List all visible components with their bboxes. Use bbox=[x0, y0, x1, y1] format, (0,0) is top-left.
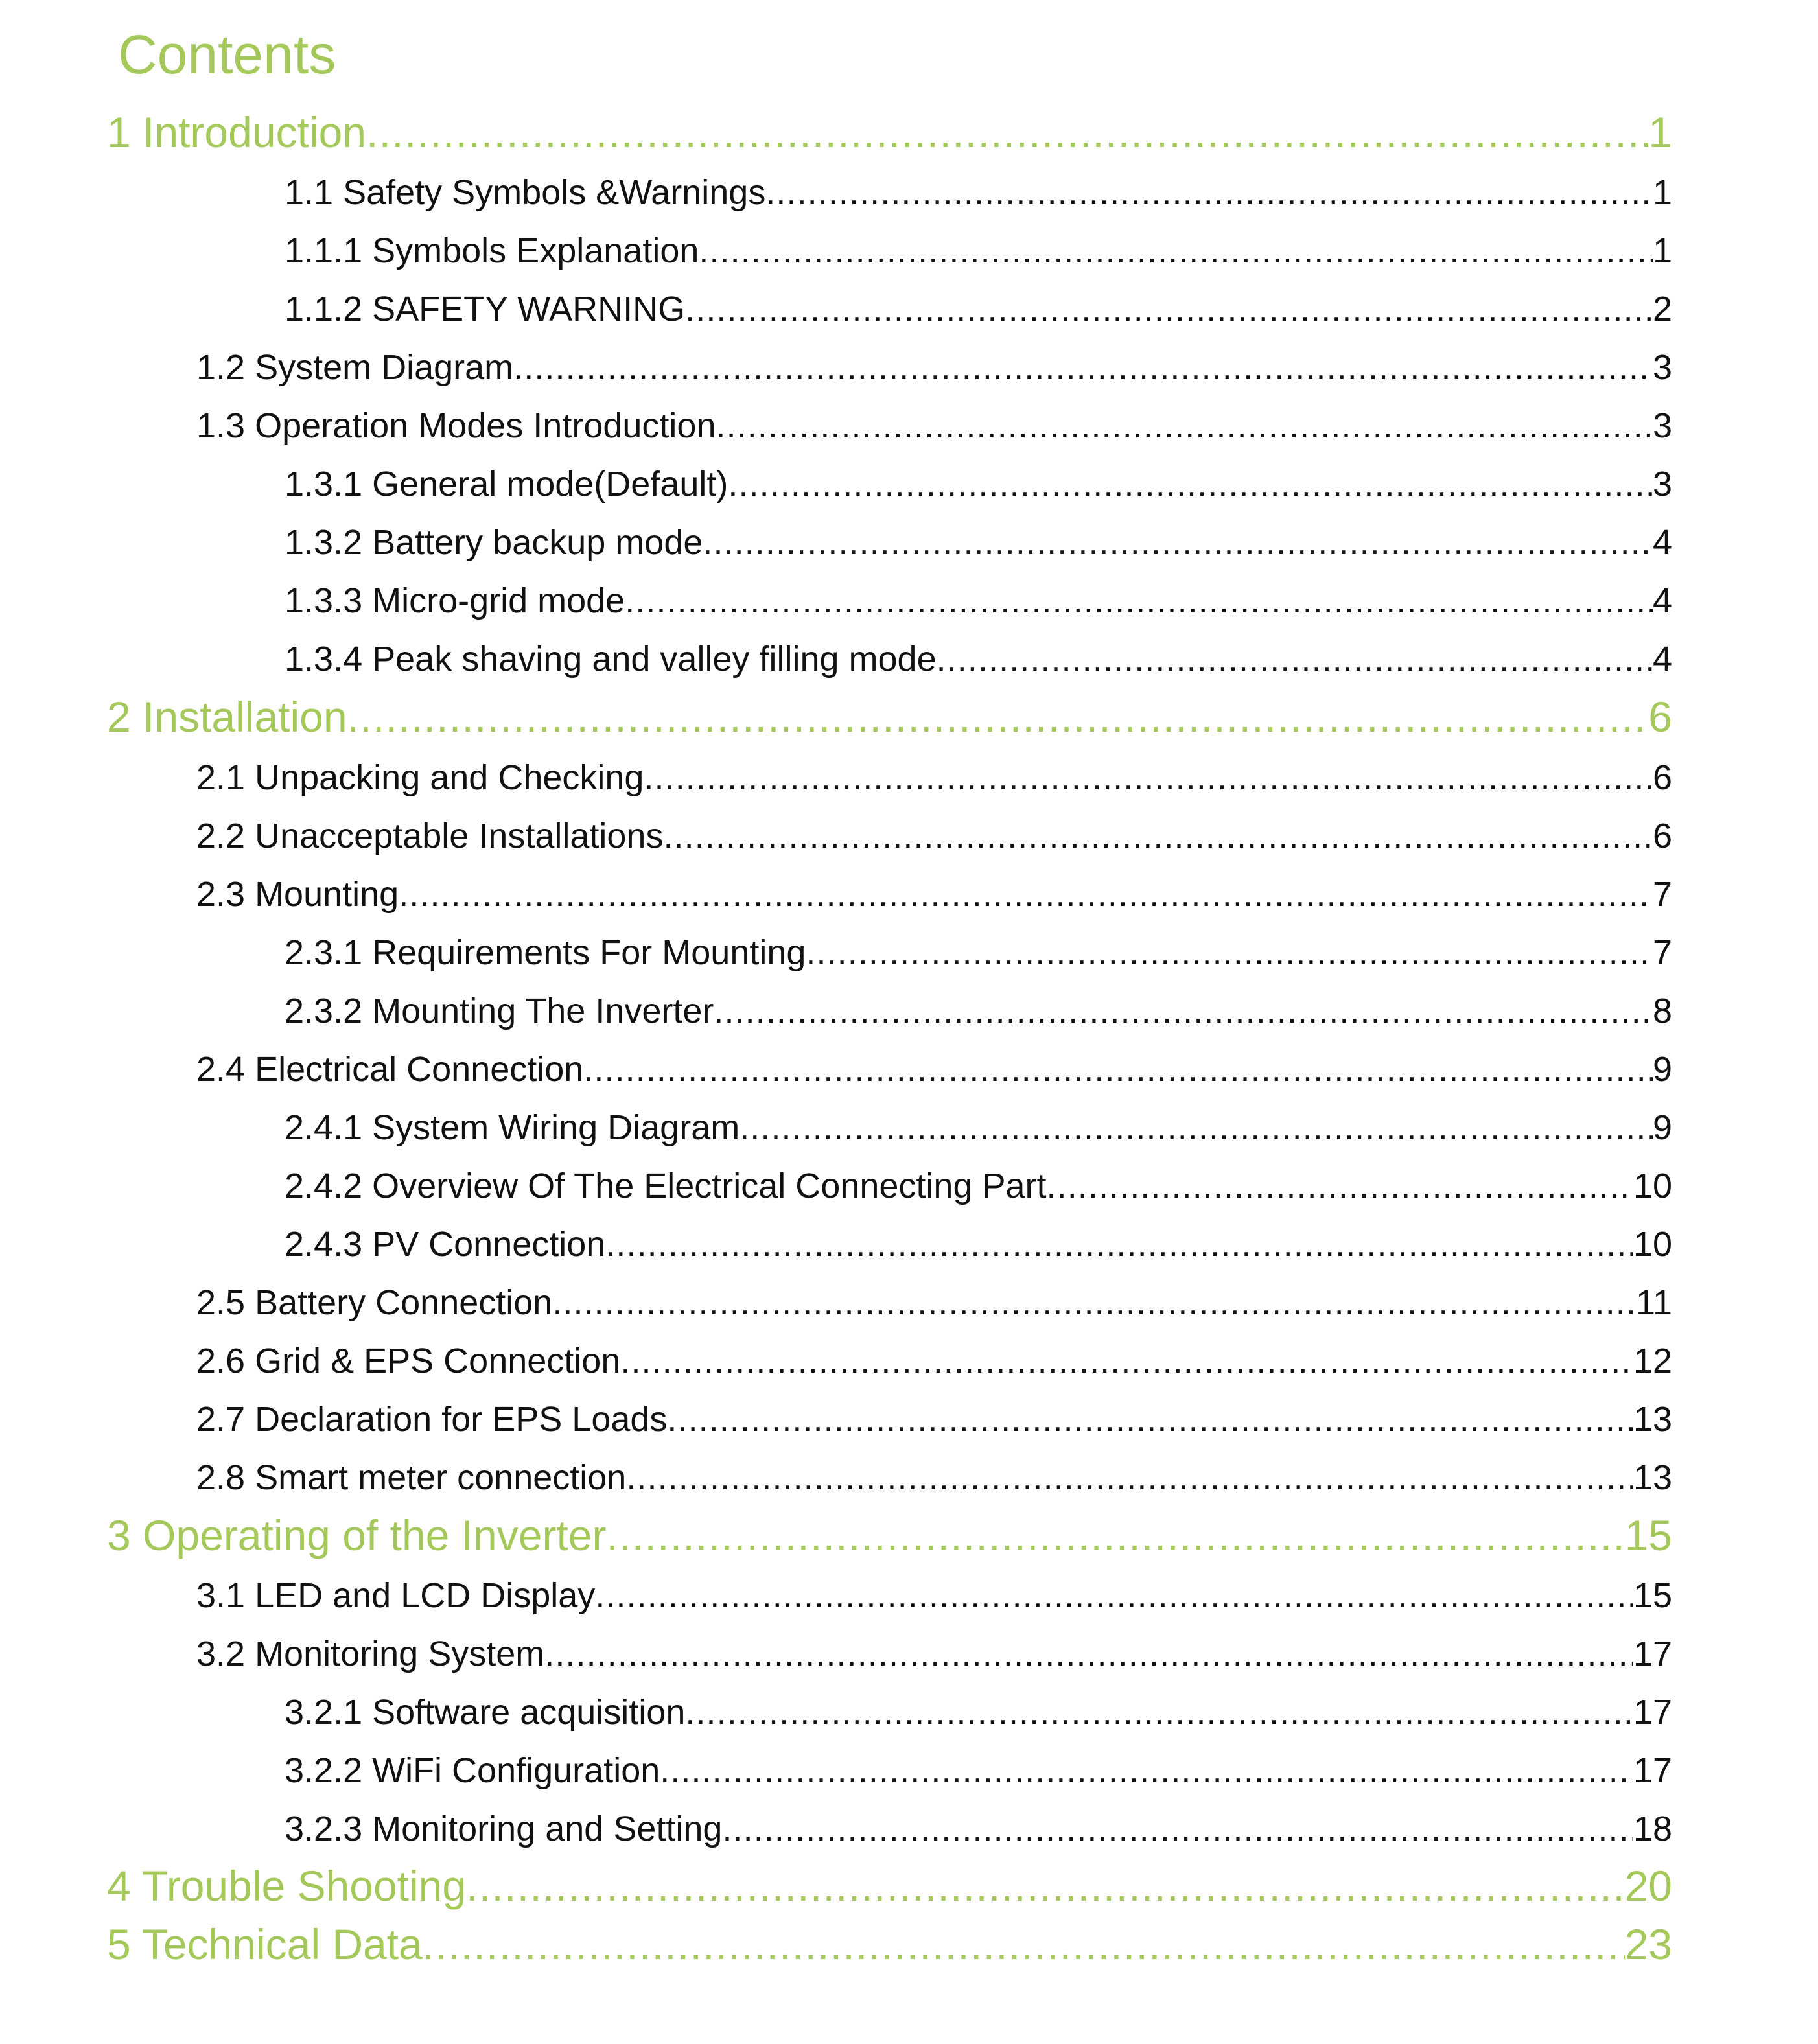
toc-leader bbox=[423, 1917, 1625, 1971]
toc-entry-label: 1 Introduction bbox=[107, 108, 366, 156]
toc-entry-label: 2.8 Smart meter connection bbox=[196, 1458, 627, 1497]
toc-entry-page: 17 bbox=[1633, 1634, 1672, 1673]
toc-entry-page: 1 bbox=[1652, 173, 1672, 212]
toc-entry-page: 11 bbox=[1635, 1283, 1672, 1322]
toc-entry[interactable] bbox=[285, 228, 1672, 273]
toc-entry-page: 6 bbox=[1652, 758, 1672, 797]
toc-entry-page: 8 bbox=[1652, 992, 1672, 1030]
toc-leader bbox=[466, 1859, 1625, 1913]
toc-entry-page: 4 bbox=[1652, 640, 1672, 679]
toc-entry-page: 3 bbox=[1652, 406, 1672, 445]
toc-entry[interactable] bbox=[196, 1573, 1672, 1618]
toc-entry[interactable] bbox=[285, 1222, 1672, 1267]
toc-entry[interactable] bbox=[196, 1631, 1672, 1677]
toc-entry-label: 2.6 Grid & EPS Connection bbox=[196, 1341, 621, 1380]
toc-leader bbox=[544, 1631, 1633, 1677]
toc-leader bbox=[703, 520, 1653, 565]
toc-entry[interactable] bbox=[285, 286, 1672, 332]
toc-leader bbox=[740, 1105, 1653, 1150]
toc-entry[interactable] bbox=[107, 105, 1672, 159]
toc-entry-label: 3.1 LED and LCD Display bbox=[196, 1576, 596, 1615]
toc-leader bbox=[399, 872, 1653, 917]
toc-entry[interactable] bbox=[285, 578, 1672, 623]
toc-entry[interactable] bbox=[196, 755, 1672, 800]
toc-leader bbox=[513, 345, 1653, 390]
toc-entry-page: 3 bbox=[1652, 348, 1672, 387]
toc-entry-label: 3.2 Monitoring System bbox=[196, 1634, 545, 1673]
toc-entry-page: 1 bbox=[1652, 231, 1672, 270]
toc-entry[interactable] bbox=[196, 1280, 1672, 1325]
toc-leader bbox=[728, 461, 1653, 507]
toc-entry-label: 2.4.1 System Wiring Diagram bbox=[285, 1108, 740, 1147]
toc-entry-page: 1 bbox=[1648, 108, 1672, 156]
toc-leader bbox=[1047, 1163, 1633, 1209]
toc-entry-page: 7 bbox=[1652, 933, 1672, 972]
toc-entry-label: 3.2.1 Software acquisition bbox=[285, 1693, 686, 1732]
toc-entry[interactable] bbox=[107, 1859, 1672, 1913]
toc-entry-page: 17 bbox=[1633, 1693, 1672, 1732]
toc-entry[interactable] bbox=[285, 1163, 1672, 1209]
toc-entry-label: 2.3 Mounting bbox=[196, 875, 399, 914]
toc-entry-page: 6 bbox=[1648, 693, 1672, 741]
toc-entry-page: 3 bbox=[1652, 465, 1672, 504]
toc-leader bbox=[606, 1508, 1624, 1562]
toc-entry-label: 2.4 Electrical Connection bbox=[196, 1050, 584, 1089]
toc-entry[interactable] bbox=[285, 1748, 1672, 1793]
toc-entry-page: 7 bbox=[1652, 875, 1672, 914]
toc-leader bbox=[644, 755, 1653, 800]
toc-entry-label: 1.1.1 Symbols Explanation bbox=[285, 231, 699, 270]
toc-entry-label: 2.5 Battery Connection bbox=[196, 1283, 553, 1322]
toc-leader bbox=[620, 1338, 1633, 1384]
page-title: Contents bbox=[118, 24, 336, 85]
toc-entry-page: 23 bbox=[1624, 1920, 1672, 1968]
toc-entry-page: 12 bbox=[1633, 1341, 1672, 1380]
toc-entry-label: 1.3.1 General mode(Default) bbox=[285, 465, 728, 504]
toc-entry-label: 2.2 Unacceptable Installations bbox=[196, 817, 664, 855]
toc-entry[interactable] bbox=[107, 1917, 1672, 1971]
toc-leader bbox=[595, 1573, 1633, 1618]
toc-entry-label: 1.3.4 Peak shaving and valley filling mode bbox=[285, 640, 937, 679]
toc-entry[interactable] bbox=[285, 636, 1672, 682]
toc-entry[interactable] bbox=[196, 1047, 1672, 1092]
toc-entry[interactable] bbox=[196, 1338, 1672, 1384]
toc-leader bbox=[605, 1222, 1633, 1267]
toc-entry[interactable] bbox=[107, 1508, 1672, 1562]
toc-entry-label: 5 Technical Data bbox=[107, 1920, 423, 1968]
toc-entry-page: 10 bbox=[1633, 1167, 1672, 1205]
toc-entry-label: 1.1 Safety Symbols &Warnings bbox=[285, 173, 766, 212]
toc-entry-label: 2.4.2 Overview Of The Electrical Connecting Part bbox=[285, 1167, 1047, 1205]
toc-entry[interactable] bbox=[196, 1455, 1672, 1500]
toc-entry-label: 3 Operating of the Inverter bbox=[107, 1511, 607, 1559]
toc-leader bbox=[663, 813, 1652, 859]
toc-entry-label: 1.2 System Diagram bbox=[196, 348, 514, 387]
toc-entry-page: 15 bbox=[1624, 1511, 1672, 1559]
toc-entry-page: 4 bbox=[1652, 523, 1672, 562]
toc-entry[interactable] bbox=[107, 690, 1672, 744]
toc-leader bbox=[765, 170, 1653, 215]
toc-entry-label: 2.3.2 Mounting The Inverter bbox=[285, 992, 714, 1030]
toc-entry[interactable] bbox=[196, 403, 1672, 448]
toc-entry-page: 10 bbox=[1633, 1225, 1672, 1264]
toc-entry-label: 2 Installation bbox=[107, 693, 347, 741]
toc-entry[interactable] bbox=[196, 872, 1672, 917]
toc-entry[interactable] bbox=[196, 345, 1672, 390]
toc-entry-label: 1.3.2 Battery backup mode bbox=[285, 523, 703, 562]
toc-entry-page: 13 bbox=[1633, 1400, 1672, 1439]
toc-entry-page: 15 bbox=[1633, 1576, 1672, 1615]
toc-entry-page: 9 bbox=[1652, 1050, 1672, 1089]
toc-entry-label: 4 Trouble Shooting bbox=[107, 1862, 467, 1910]
toc-entry[interactable] bbox=[285, 1105, 1672, 1150]
toc-leader bbox=[347, 690, 1649, 744]
toc-entry-page: 2 bbox=[1652, 290, 1672, 329]
toc-entry-page: 18 bbox=[1633, 1809, 1672, 1848]
toc-entry[interactable] bbox=[196, 813, 1672, 859]
toc-entry[interactable] bbox=[196, 1397, 1672, 1442]
toc-leader bbox=[583, 1047, 1653, 1092]
toc-entry-label: 1.1.2 SAFETY WARNING bbox=[285, 290, 686, 329]
toc-entry-label: 1.3.3 Micro-grid mode bbox=[285, 581, 625, 620]
toc-entry-page: 9 bbox=[1652, 1108, 1672, 1147]
toc-leader bbox=[660, 1748, 1633, 1793]
toc-entry-page: 4 bbox=[1652, 581, 1672, 620]
toc-entry-label: 2.7 Declaration for EPS Loads bbox=[196, 1400, 668, 1439]
toc-leader bbox=[667, 1397, 1633, 1442]
toc-entry[interactable] bbox=[285, 520, 1672, 565]
toc-leader bbox=[937, 636, 1653, 682]
toc-leader bbox=[806, 930, 1653, 975]
toc-entry-page: 17 bbox=[1633, 1751, 1672, 1790]
toc-entry-page: 6 bbox=[1652, 817, 1672, 855]
toc-entry-label: 1.3 Operation Modes Introduction bbox=[196, 406, 716, 445]
toc-entry[interactable] bbox=[285, 988, 1672, 1034]
toc-leader bbox=[685, 286, 1653, 332]
toc-entry[interactable] bbox=[285, 930, 1672, 975]
toc-entry[interactable] bbox=[285, 461, 1672, 507]
toc-entry[interactable] bbox=[285, 170, 1672, 215]
toc-entry-label: 3.2.3 Monitoring and Setting bbox=[285, 1809, 723, 1848]
toc-leader bbox=[714, 988, 1653, 1034]
toc-entry-label: 3.2.2 WiFi Configuration bbox=[285, 1751, 660, 1790]
toc-leader bbox=[699, 228, 1653, 273]
toc-leader bbox=[366, 105, 1648, 159]
toc-entry-label: 2.1 Unpacking and Checking bbox=[196, 758, 644, 797]
toc-entry[interactable] bbox=[285, 1806, 1672, 1852]
toc-leader bbox=[685, 1690, 1633, 1735]
toc-leader bbox=[552, 1280, 1636, 1325]
toc-leader bbox=[722, 1806, 1633, 1852]
toc-leader bbox=[626, 1455, 1633, 1500]
toc-entry[interactable] bbox=[285, 1690, 1672, 1735]
toc-entry-label: 2.4.3 PV Connection bbox=[285, 1225, 606, 1264]
toc-leader bbox=[625, 578, 1653, 623]
toc-entry-page: 20 bbox=[1624, 1862, 1672, 1910]
toc-leader bbox=[716, 403, 1652, 448]
toc-entry-label: 2.3.1 Requirements For Mounting bbox=[285, 933, 806, 972]
toc-entry-page: 13 bbox=[1633, 1458, 1672, 1497]
